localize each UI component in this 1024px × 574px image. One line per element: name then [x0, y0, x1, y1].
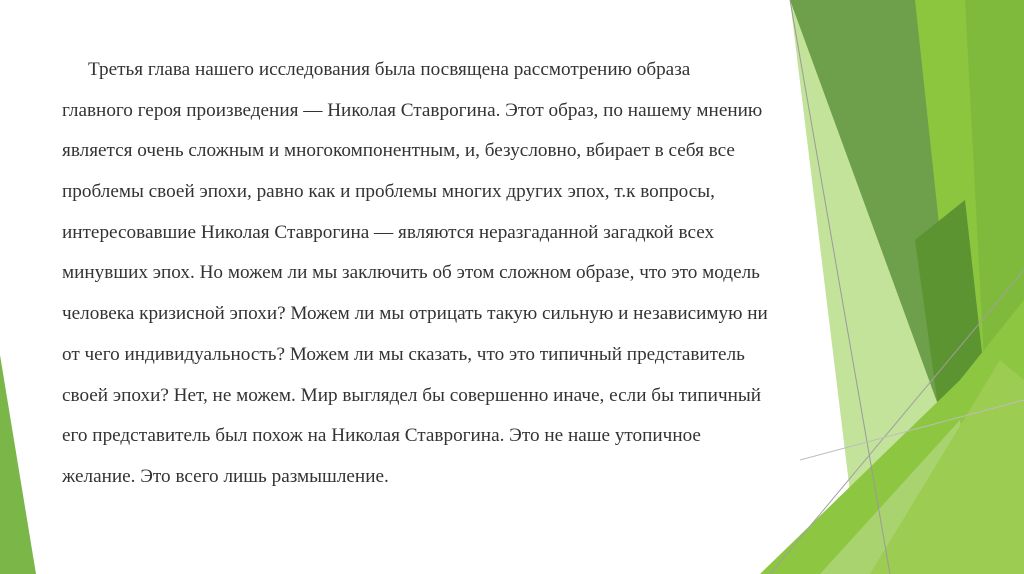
paragraph-line-10: его представитель был похож на Николая Ставрогина. Это не наше утопичное: [62, 425, 701, 447]
paragraph-line-3: является очень сложным и многокомпонентным, и, безусловно, вбирает в себя все: [62, 140, 735, 162]
paragraph-line-6: минувших эпох. Но можем ли мы заключить об этом сложном образе, что это модель: [62, 262, 760, 284]
paragraph-line-8: от чего индивидуальность? Можем ли мы сказать, что это типичный представитель: [62, 343, 745, 365]
paragraph-line-1: Третья глава нашего исследования была посвящена рассмотрению образа: [88, 59, 691, 80]
paragraph-line-5: интересовавшие Николая Ставрогина — являются неразгаданной загадкой всех: [62, 221, 715, 243]
paragraph-line-4: проблемы своей эпохи, равно как и проблемы многих других эпох, т.к вопросы,: [62, 181, 715, 203]
paragraph-line-7: человека кризисной эпохи? Можем ли мы отрицать такую сильную и независимую ни: [62, 303, 768, 325]
paragraph-line-11: желание. Это всего лишь размышление.: [62, 465, 389, 487]
paragraph-line-9: своей эпохи? Нет, не можем. Мир выглядел бы совершенно иначе, если бы типичный: [62, 384, 762, 406]
paragraph-line-2: главного героя произведения — Николая Ставрогина. Этот образ, по нашему мнению: [62, 99, 763, 121]
left-green-sliver: [0, 355, 36, 574]
paragraph: [62, 50, 802, 498]
